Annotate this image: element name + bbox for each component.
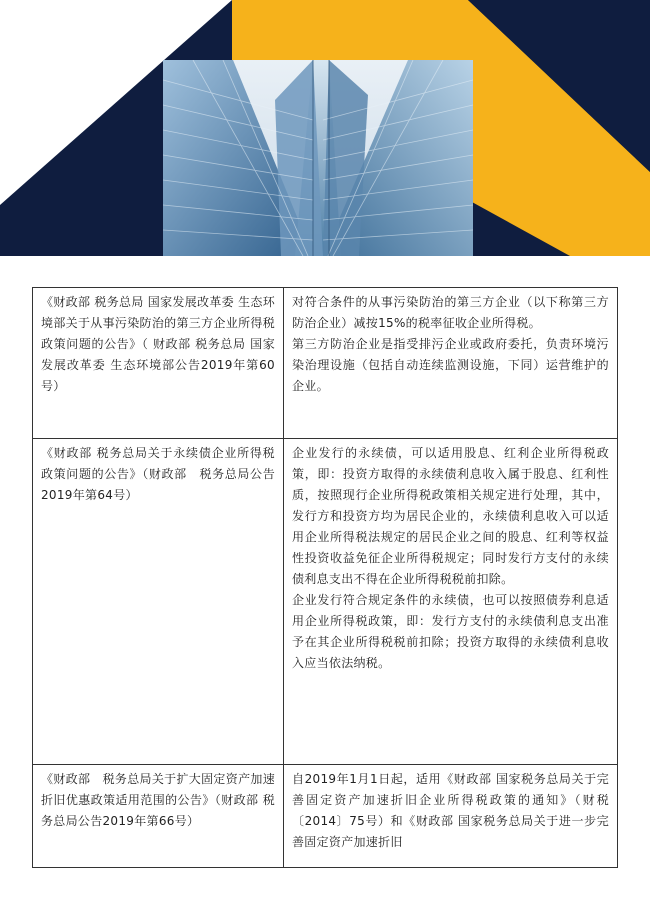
policy-content: 企业发行的永续债，可以适用股息、红利企业所得税政策，即：投资方取得的永续债利息收入属于股息、红利性质，按照现行企业所得税政策相关规定进行处理，其中，发行方和投资方均为居民企业的，永续债利息收入可以适用企业所得税法规定的居民企业之间的股息、红利等权益性投资收益免征企业所得税规定；同时发行方支付的永续债利息支出不得在企业所得税税前扣除。 企业发行符合规定条件的永续债，也可以按照债券利息适用企业所得税政策，即：发行方支付的永续债利息支出准予在其企业所得税税前扣除；投资方取得的永续债利息收入应当依法纳税。 — [284, 439, 618, 765]
tax-policy-table — [32, 287, 618, 868]
policy-content: 对符合条件的从事污染防治的第三方企业（以下称第三方防治企业）减按15%的税率征收企业所得税。 第三方防治企业是指受排污企业或政府委托，负责环境污染治理设施（包括自动连续监测设施，下同）运营维护的企业。 — [284, 288, 618, 439]
header-banner — [0, 0, 650, 256]
table-row — [33, 439, 618, 765]
skyscraper-photo — [163, 60, 473, 256]
table-row — [33, 288, 618, 439]
policy-content: 自2019年1月1日起，适用《财政部 国家税务总局关于完善固定资产加速折旧企业所得税政策的通知》（财税〔2014〕75号）和《财政部 国家税务总局关于进一步完善固定资产加速折旧 — [284, 765, 618, 868]
policy-document-title: 《财政部 税务总局 国家发展改革委 生态环境部关于从事污染防治的第三方企业所得税政策问题的公告》（ 财政部 税务总局 国家发展改革委 生态环境部公告2019年第60号） — [33, 288, 284, 439]
page-bottom-margin — [0, 898, 650, 920]
table-row — [33, 765, 618, 868]
policy-document-title: 《财政部 税务总局关于永续债企业所得税政策问题的公告》（财政部 税务总局公告2019年第64号） — [33, 439, 284, 765]
policy-document-title: 《财政部 税务总局关于扩大固定资产加速折旧优惠政策适用范围的公告》（财政部 税务总局公告2019年第66号） — [33, 765, 284, 868]
